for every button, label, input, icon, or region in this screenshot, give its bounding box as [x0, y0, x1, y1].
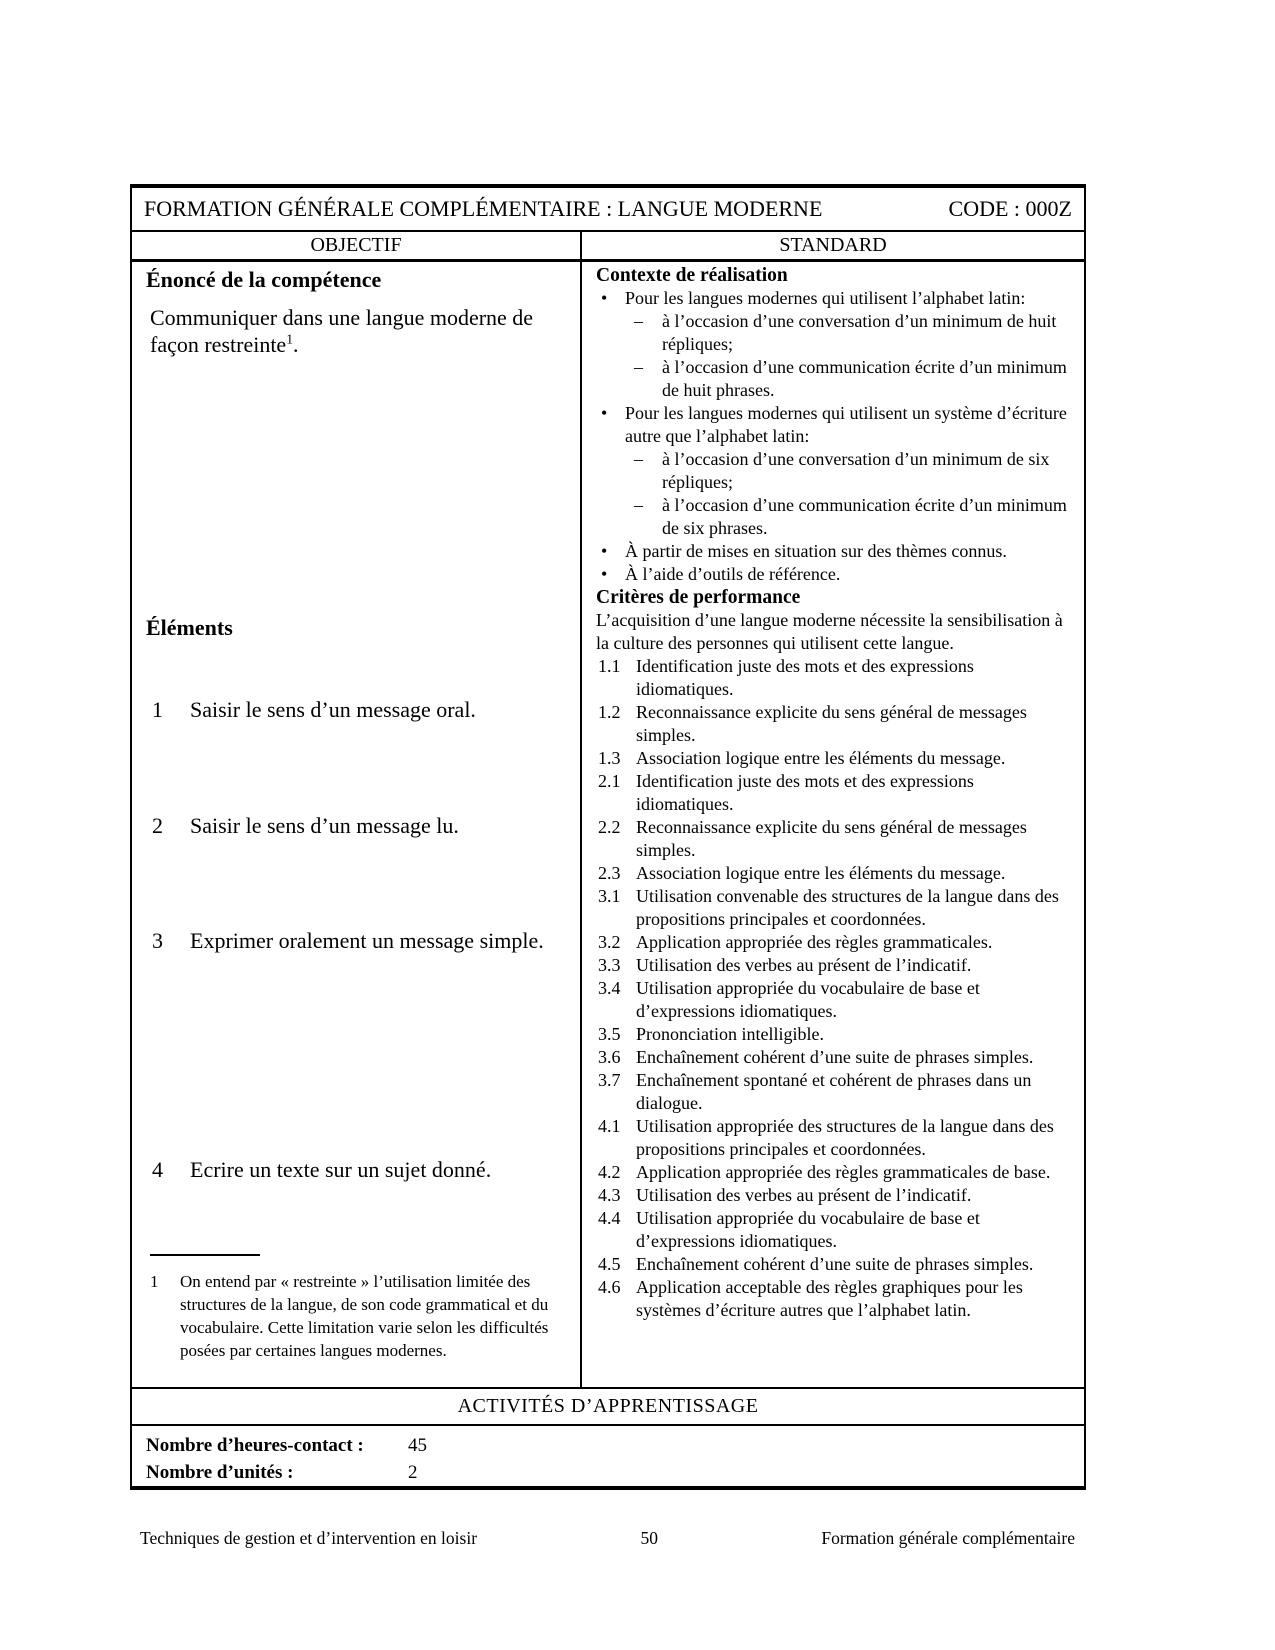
critere-item: [596, 977, 1070, 1023]
nombre-row: [146, 1459, 1084, 1486]
footer-page-number: 50: [640, 1528, 658, 1548]
contexte-sub-list: [596, 310, 1070, 402]
element-item: [152, 696, 560, 723]
critere-text: Reconnaissance explicite du sens général de messages simples.: [636, 702, 1027, 745]
critere-number: 4.6: [598, 1277, 621, 1297]
critere-item: [596, 655, 1070, 701]
contexte-heading: Contexte de réalisation: [596, 265, 788, 286]
critere-item: [596, 1207, 1070, 1253]
critere-number: 3.7: [598, 1070, 621, 1090]
critere-text: Utilisation appropriée des structures de la langue dans des propositions principales et coordonnées.: [636, 1116, 1054, 1159]
element-number: 3: [152, 928, 163, 953]
critere-number: 4.2: [598, 1162, 621, 1182]
critere-number: 3.2: [598, 932, 621, 952]
critere-text: Reconnaissance explicite du sens général de messages simples.: [636, 817, 1027, 860]
critere-text: Identification juste des mots et des expressions idiomatiques.: [636, 771, 974, 814]
footer-program: Techniques de gestion et d’intervention en loisir: [140, 1528, 478, 1548]
standard-cell: [582, 262, 1084, 1387]
element-text: Saisir le sens d’un message lu.: [190, 813, 459, 838]
critere-number: 4.1: [598, 1116, 621, 1136]
course-table: [130, 184, 1086, 1490]
critere-text: Application appropriée des règles grammaticales de base.: [636, 1162, 1051, 1182]
footnote-body: [150, 1270, 560, 1362]
contexte-sub-item: [596, 494, 1070, 540]
critere-number: 2.2: [598, 817, 621, 837]
footnote: [150, 1254, 560, 1362]
nombre-row: [146, 1432, 1084, 1459]
critere-number: 3.3: [598, 955, 621, 975]
criteres-heading: Critères de performance: [596, 587, 801, 608]
element-item: [152, 1156, 560, 1183]
element-number: 1: [152, 697, 163, 722]
enonce-text-suffix: .: [293, 332, 299, 357]
footnote-number: 1: [150, 1272, 159, 1291]
critere-text: Application appropriée des règles grammaticales.: [636, 932, 993, 952]
document-title: FORMATION GÉNÉRALE COMPLÉMENTAIRE : LANGUE MODERNE: [144, 196, 823, 221]
critere-item: [596, 1115, 1070, 1161]
critere-number: 3.1: [598, 886, 621, 906]
critere-text: Enchaînement cohérent d’une suite de phrases simples.: [636, 1047, 1034, 1067]
critere-number: 4.3: [598, 1185, 621, 1205]
critere-text: Utilisation appropriée du vocabulaire de base et d’expressions idiomatiques.: [636, 978, 980, 1021]
contexte-item-main: [596, 402, 1070, 448]
contexte-sub-item: [596, 310, 1070, 356]
bullet-icon: •: [601, 541, 608, 561]
contexte-item-main: [596, 563, 1070, 586]
contexte-sub-item: [596, 448, 1070, 494]
critere-number: 3.5: [598, 1024, 621, 1044]
nombre-value: 2: [408, 1462, 418, 1483]
table-body-row: [132, 262, 1084, 1389]
enonce-text-body: Communiquer dans une langue moderne de façon restreinte: [150, 305, 534, 357]
criteres-intro: L’acquisition d’une langue moderne nécessite la sensibilisation à la culture des personnes qui utilisent cette langue.: [596, 610, 1063, 653]
activites-heading: ACTIVITÉS D’APPRENTISSAGE: [457, 1395, 759, 1417]
column-header-objectif: OBJECTIF: [132, 232, 582, 259]
contexte-item-main: [596, 540, 1070, 563]
critere-item: [596, 862, 1070, 885]
footnote-text: On entend par « restreinte » l’utilisation limitée des structures de la langue, de son code grammatical et du vocabulaire. Cette limitation varie selon les difficultés posées par certaines langues modernes.: [180, 1272, 549, 1360]
element-text: Saisir le sens d’un message oral.: [190, 697, 476, 722]
element-text: Ecrire un texte sur un sujet donné.: [190, 1157, 492, 1182]
course-code: CODE : 000Z: [948, 196, 1072, 221]
critere-item: [596, 701, 1070, 747]
critere-item: [596, 1069, 1070, 1115]
contexte-item: [596, 563, 1070, 586]
critere-item: [596, 1253, 1070, 1276]
dash-icon: –: [634, 449, 643, 469]
contexte-sub-text: à l’occasion d’une communication écrite d’un minimum de six phrases.: [662, 495, 1067, 538]
element-number: 4: [152, 1157, 163, 1182]
critere-item: [596, 1276, 1070, 1322]
objectif-cell: [132, 262, 582, 1387]
critere-item: [596, 747, 1070, 770]
critere-number: 3.4: [598, 978, 621, 998]
critere-number: 2.1: [598, 771, 621, 791]
element-item: [152, 927, 560, 954]
critere-text: Prononciation intelligible.: [636, 1024, 824, 1044]
critere-text: Application acceptable des règles graphiques pour les systèmes d’écriture autres que l’alphabet latin.: [636, 1277, 1023, 1320]
critere-item: [596, 1184, 1070, 1207]
contexte-item-text: Pour les langues modernes qui utilisent un système d’écriture autre que l’alphabet latin:: [625, 403, 1067, 446]
column-header-standard: STANDARD: [779, 234, 887, 256]
critere-item: [596, 1023, 1070, 1046]
table-title-row: [132, 188, 1084, 232]
bullet-icon: •: [601, 564, 608, 584]
elements-heading: Éléments: [146, 615, 233, 640]
footnote-rule: [150, 1254, 260, 1256]
critere-text: Enchaînement spontané et cohérent de phrases dans un dialogue.: [636, 1070, 1032, 1113]
contexte-sub-list: [596, 448, 1070, 540]
contexte-item: [596, 540, 1070, 563]
critere-text: Utilisation appropriée du vocabulaire de base et d’expressions idiomatiques.: [636, 1208, 980, 1251]
activites-row: [132, 1389, 1084, 1426]
contexte-sub-text: à l’occasion d’une conversation d’un minimum de six répliques;: [662, 449, 1050, 492]
critere-number: 3.6: [598, 1047, 621, 1067]
critere-number: 1.2: [598, 702, 621, 722]
enonce-heading: Énoncé de la compétence: [146, 267, 382, 292]
nombre-label: Nombre d’unités :: [146, 1462, 294, 1483]
nombre-section: [132, 1426, 1084, 1486]
critere-text: Utilisation convenable des structures de la langue dans des propositions principales et coordonnées.: [636, 886, 1059, 929]
critere-number: 1.3: [598, 748, 621, 768]
critere-text: Utilisation des verbes au présent de l’indicatif.: [636, 1185, 972, 1205]
contexte-item-text: Pour les langues modernes qui utilisent l’alphabet latin:: [625, 288, 1026, 308]
contexte-sub-text: à l’occasion d’une conversation d’un minimum de huit répliques;: [662, 311, 1057, 354]
nombre-label: Nombre d’heures-contact :: [146, 1435, 364, 1456]
element-item: [152, 812, 560, 839]
critere-item: [596, 1046, 1070, 1069]
nombre-value: 45: [408, 1435, 427, 1456]
critere-text: Association logique entre les éléments du message.: [636, 748, 1006, 768]
dash-icon: –: [634, 495, 643, 515]
critere-item: [596, 931, 1070, 954]
critere-item: [596, 816, 1070, 862]
contexte-item: [596, 402, 1070, 540]
critere-number: 4.4: [598, 1208, 621, 1228]
contexte-item-text: À partir de mises en situation sur des thèmes connus.: [625, 541, 1007, 561]
critere-item: [596, 954, 1070, 977]
critere-text: Enchaînement cohérent d’une suite de phrases simples.: [636, 1254, 1034, 1274]
critere-text: Identification juste des mots et des expressions idiomatiques.: [636, 656, 974, 699]
dash-icon: –: [634, 311, 643, 331]
contexte-list: [596, 287, 1070, 586]
contexte-item-text: À l’aide d’outils de référence.: [625, 564, 841, 584]
criteres-list: [596, 655, 1070, 1322]
enonce-text: [150, 304, 550, 358]
element-text: Exprimer oralement un message simple.: [190, 928, 544, 953]
element-number: 2: [152, 813, 163, 838]
critere-item: [596, 770, 1070, 816]
bullet-icon: •: [601, 288, 608, 308]
contexte-item: [596, 287, 1070, 402]
contexte-sub-item: [596, 356, 1070, 402]
footnote-ref: 1: [286, 331, 294, 347]
bullet-icon: •: [601, 403, 608, 423]
critere-text: Utilisation des verbes au présent de l’indicatif.: [636, 955, 972, 975]
critere-number: 1.1: [598, 656, 621, 676]
contexte-item-main: [596, 287, 1070, 310]
critere-item: [596, 1161, 1070, 1184]
critere-number: 2.3: [598, 863, 621, 883]
critere-text: Association logique entre les éléments du message.: [636, 863, 1006, 883]
contexte-sub-text: à l’occasion d’une communication écrite d’un minimum de huit phrases.: [662, 357, 1067, 400]
critere-number: 4.5: [598, 1254, 621, 1274]
column-headers-row: [132, 232, 1084, 262]
footer-section: Formation générale complémentaire: [821, 1528, 1075, 1548]
page-footer: [140, 1528, 1075, 1549]
critere-item: [596, 885, 1070, 931]
dash-icon: –: [634, 357, 643, 377]
